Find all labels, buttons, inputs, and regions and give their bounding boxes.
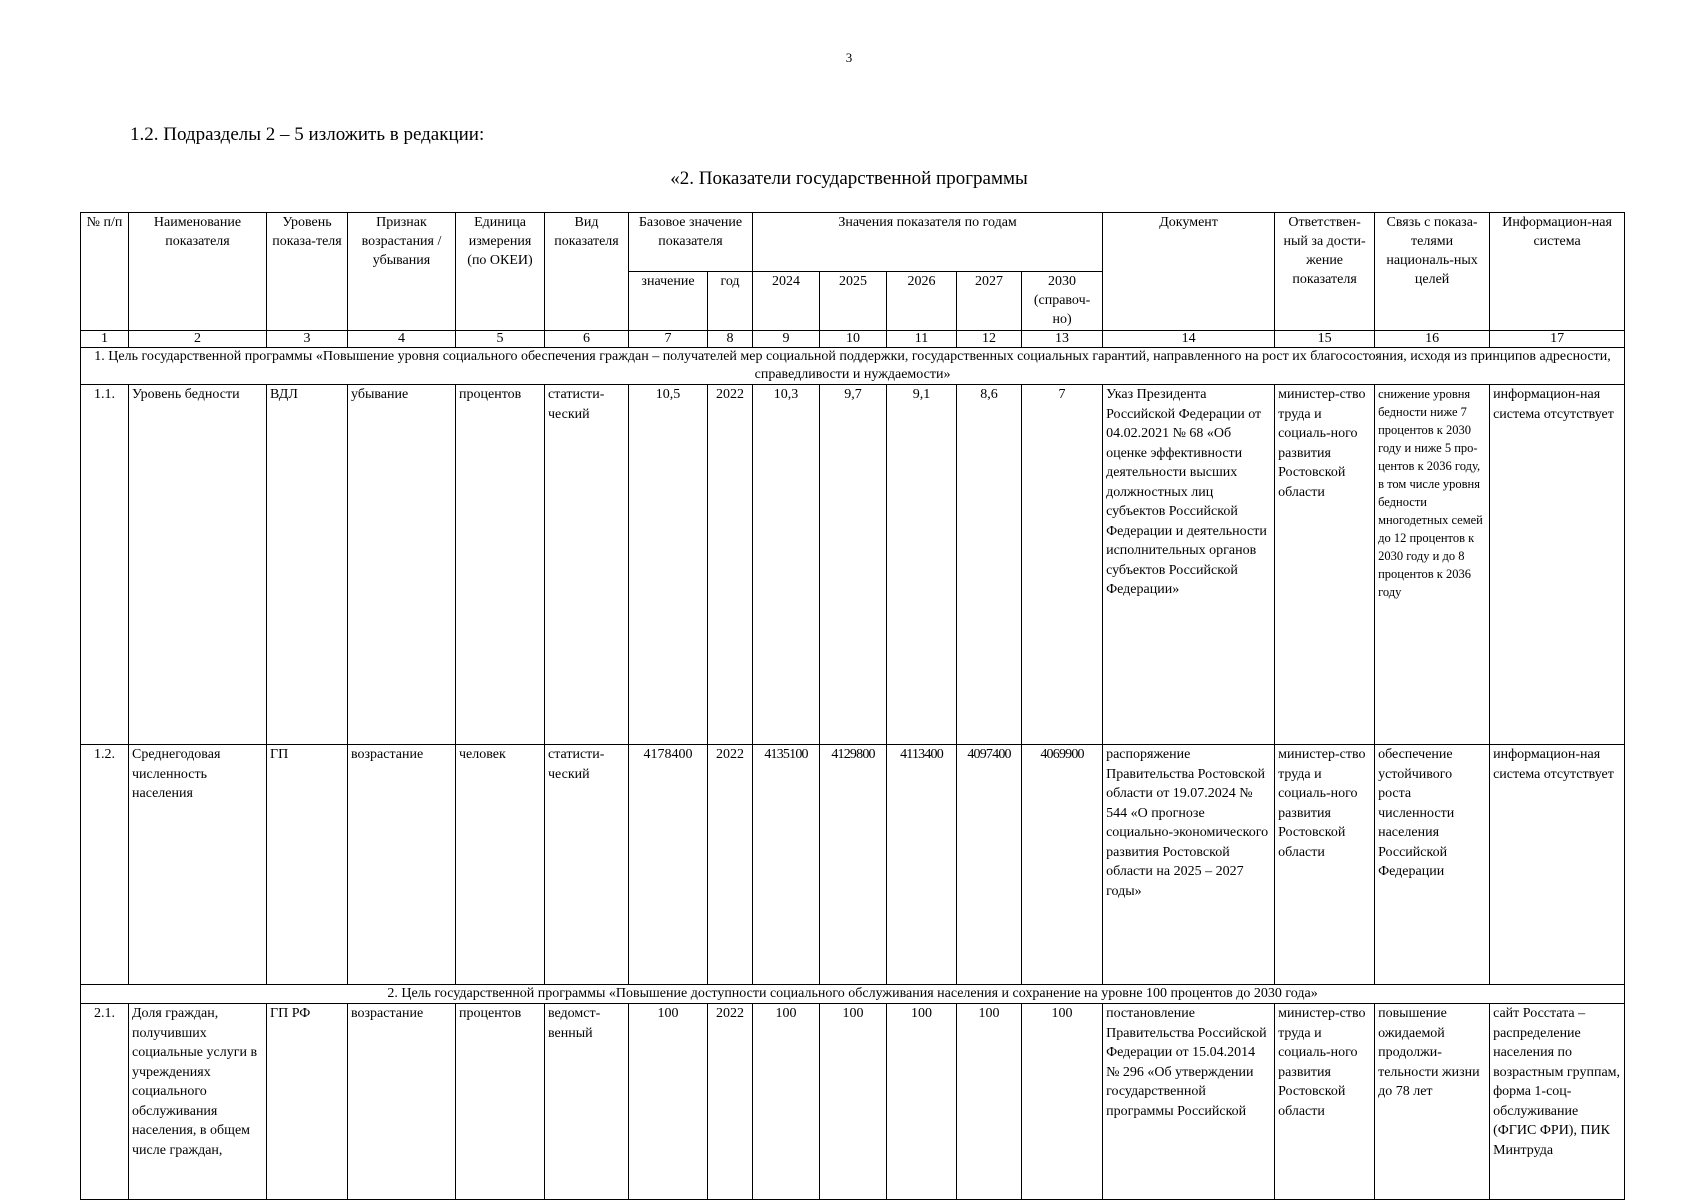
column-number: 14 xyxy=(1103,331,1275,348)
national-goal-link: обеспечение устойчивого роста численности населения Российской Федерации xyxy=(1375,745,1490,985)
indicator-kind: статисти-ческий xyxy=(545,385,629,745)
value-2026: 100 xyxy=(887,1004,957,1200)
column-number: 7 xyxy=(629,331,708,348)
goal-2-row xyxy=(81,985,1625,1004)
indicator-name: Доля граждан, получивших социальные услуги в учреждениях социального обслуживания населения, в общем числе граждан, xyxy=(129,1004,267,1200)
column-number: 13 xyxy=(1022,331,1103,348)
indicator-trend: возрастание xyxy=(348,745,456,985)
header-base-year: год xyxy=(708,272,753,331)
base-value: 100 xyxy=(629,1004,708,1200)
goal-1-text: 1. Цель государственной программы «Повышение уровня социального обеспечения граждан – получателей мер социальной поддержки, государственных социальных гарантий, направленного на рост их благосостояния, исходя из принципов адресности, справедливости и нуждаемости» xyxy=(81,348,1625,385)
header-year-2027: 2027 xyxy=(957,272,1022,331)
column-number: 5 xyxy=(456,331,545,348)
header-year-2024: 2024 xyxy=(753,272,820,331)
column-number: 15 xyxy=(1275,331,1375,348)
value-2024: 4135100 xyxy=(753,745,820,985)
value-2027: 8,6 xyxy=(957,385,1022,745)
column-number: 2 xyxy=(129,331,267,348)
responsible-body: министер-ство труда и социаль-ного развития Ростовской области xyxy=(1275,385,1375,745)
value-2026: 4113400 xyxy=(887,745,957,985)
header-base: Базовое значение показателя xyxy=(629,213,753,272)
indicator-trend: убывание xyxy=(348,385,456,745)
value-2025: 9,7 xyxy=(820,385,887,745)
header-year-2026: 2026 xyxy=(887,272,957,331)
column-number: 4 xyxy=(348,331,456,348)
header-row-1 xyxy=(81,213,1625,272)
value-2025: 100 xyxy=(820,1004,887,1200)
column-numbers-row xyxy=(81,331,1625,348)
header-base-value: значение xyxy=(629,272,708,331)
goal-2-text: 2. Цель государственной программы «Повышение доступности социального обслуживания населения и сохранение на уровне 100 процентов до 2030 года» xyxy=(81,985,1625,1004)
table-row xyxy=(81,1004,1625,1200)
information-system: сайт Росстата – распределение населения по возрастным группам, форма 1-соц-обслуживание (ФГИС ФРИ), ПИК Минтруда xyxy=(1490,1004,1625,1200)
indicator-level: ГП xyxy=(267,745,348,985)
column-number: 11 xyxy=(887,331,957,348)
value-2027: 100 xyxy=(957,1004,1022,1200)
national-goal-link: снижение уровня бедности ниже 7 процентов к 2030 году и ниже 5 про-центов к 2036 году, в том числе уровня бедности многодетных семей до 12 процентов к 2030 году и до 8 процентов к 2036 году xyxy=(1375,385,1490,745)
section-heading: «2. Показатели государственной программы xyxy=(670,168,1028,189)
page-number: 3 xyxy=(845,50,853,65)
value-2024: 100 xyxy=(753,1004,820,1200)
indicator-kind: статисти-ческий xyxy=(545,745,629,985)
column-number: 8 xyxy=(708,331,753,348)
column-number: 10 xyxy=(820,331,887,348)
information-system: информацион-ная система отсутствует xyxy=(1490,745,1625,985)
indicator-unit: человек xyxy=(456,745,545,985)
header-system: Информацион-ная система xyxy=(1490,213,1625,331)
national-goal-link: повышение ожидаемой продолжи-тельности жизни до 78 лет xyxy=(1375,1004,1490,1200)
responsible-body: министер-ство труда и социаль-ного развития Ростовской области xyxy=(1275,1004,1375,1200)
value-2025: 4129800 xyxy=(820,745,887,985)
row-number: 1.1. xyxy=(81,385,129,745)
header-link: Связь с показа-телями националь-ных целей xyxy=(1375,213,1490,331)
indicator-level: ГП РФ xyxy=(267,1004,348,1200)
value-2030: 100 xyxy=(1022,1004,1103,1200)
indicator-level: ВДЛ xyxy=(267,385,348,745)
base-value: 4178400 xyxy=(629,745,708,985)
goal-1-row xyxy=(81,348,1625,385)
header-responsible: Ответствен-ный за дости-жение показателя xyxy=(1275,213,1375,331)
column-number: 17 xyxy=(1490,331,1625,348)
information-system: информацион-ная система отсутствует xyxy=(1490,385,1625,745)
header-kind: Вид показателя xyxy=(545,213,629,331)
column-number: 6 xyxy=(545,331,629,348)
document-reference: постановление Правительства Российской Федерации от 15.04.2014 № 296 «Об утверждении государственной программы Российской xyxy=(1103,1004,1275,1200)
header-level: Уровень показа-теля xyxy=(267,213,348,331)
indicators-table xyxy=(80,212,1625,1200)
column-number: 9 xyxy=(753,331,820,348)
indicator-name: Среднегодовая численность населения xyxy=(129,745,267,985)
indicator-unit: процентов xyxy=(456,385,545,745)
base-year: 2022 xyxy=(708,1004,753,1200)
value-2027: 4097400 xyxy=(957,745,1022,985)
document-reference: распоряжение Правительства Ростовской области от 19.07.2024 № 544 «О прогнозе социально-экономического развития Ростовской области на 2025 – 2027 годы» xyxy=(1103,745,1275,985)
base-year: 2022 xyxy=(708,385,753,745)
header-year-2025: 2025 xyxy=(820,272,887,331)
indicator-kind: ведомст-венный xyxy=(545,1004,629,1200)
header-document: Документ xyxy=(1103,213,1275,331)
column-number: 12 xyxy=(957,331,1022,348)
value-2030: 7 xyxy=(1022,385,1103,745)
table-row xyxy=(81,745,1625,985)
header-trend: Признак возрастания / убывания xyxy=(348,213,456,331)
document-reference: Указ Президента Российской Федерации от 04.02.2021 № 68 «Об оценке эффективности деятельности высших должностных лиц субъектов Российской Федерации и деятельности исполнительных органов субъектов Российской Федерации» xyxy=(1103,385,1275,745)
intro-paragraph: 1.2. Подразделы 2 – 5 изложить в редакции: xyxy=(130,124,485,145)
header-unit: Единица измерения (по ОКЕИ) xyxy=(456,213,545,331)
value-2026: 9,1 xyxy=(887,385,957,745)
column-number: 1 xyxy=(81,331,129,348)
table-row xyxy=(81,385,1625,745)
column-number: 16 xyxy=(1375,331,1490,348)
value-2024: 10,3 xyxy=(753,385,820,745)
header-no: № п/п xyxy=(81,213,129,331)
base-value: 10,5 xyxy=(629,385,708,745)
header-years-group: Значения показателя по годам xyxy=(753,213,1103,272)
value-2030: 4069900 xyxy=(1022,745,1103,985)
indicator-unit: процентов xyxy=(456,1004,545,1200)
indicator-trend: возрастание xyxy=(348,1004,456,1200)
column-number: 3 xyxy=(267,331,348,348)
responsible-body: министер-ство труда и социаль-ного развития Ростовской области xyxy=(1275,745,1375,985)
base-year: 2022 xyxy=(708,745,753,985)
indicators-table-wrapper xyxy=(80,212,1625,1200)
row-number: 1.2. xyxy=(81,745,129,985)
indicator-name: Уровень бедности xyxy=(129,385,267,745)
header-name: Наименование показателя xyxy=(129,213,267,331)
row-number: 2.1. xyxy=(81,1004,129,1200)
header-year-2030: 2030 (справоч-но) xyxy=(1022,272,1103,331)
